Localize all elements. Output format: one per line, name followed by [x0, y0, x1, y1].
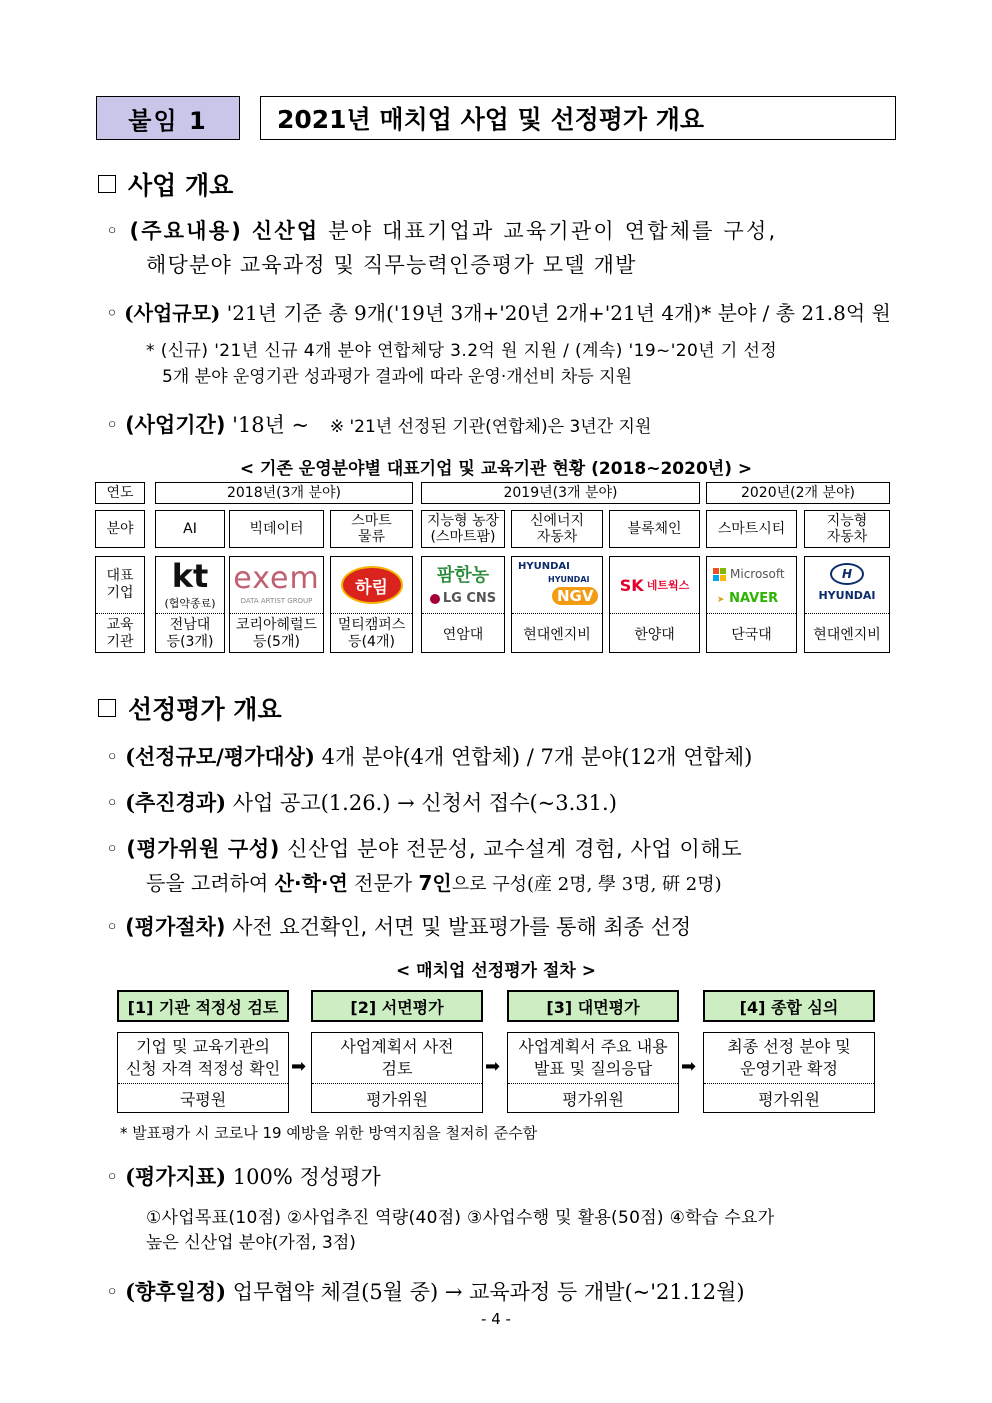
section-title: 사업 개요: [128, 171, 234, 200]
section-evaluation-overview: [98, 690, 282, 726]
document-title: 2021년 매치업 사업 및 선정평가 개요: [260, 96, 896, 140]
cell-smartfarm: [421, 556, 505, 653]
edu-label: 교육 기관: [96, 613, 144, 653]
bullet-main-content: [106, 214, 777, 248]
bullet-label: (사업기간): [125, 413, 226, 437]
cell-blockchain: [609, 556, 700, 653]
bullet-label: (평가위원 구성): [126, 837, 280, 861]
page-number: - 4 -: [481, 1310, 511, 1328]
bullet-label: (평가지표): [125, 1164, 227, 1189]
year-2018: 2018년(3개 분야): [155, 482, 413, 504]
microsoft-logo: [713, 567, 785, 581]
bullet-text: 사업 공고(1.26.) → 신청서 접수(~3.31.): [226, 791, 617, 815]
step-by: 평가위원: [758, 1089, 820, 1109]
bullet-icon: ◦: [106, 915, 119, 939]
arrow-right-icon: ➡: [291, 1056, 307, 1077]
section-business-overview: [98, 166, 233, 202]
field-cell-2: 스마트 물류: [330, 510, 413, 548]
indicator-detail: ①사업목표(10점) ②사업추진 역량(40점) ③사업수행 및 활용(50점) ④학습 수요가: [146, 1208, 775, 1228]
bullet-procedure: [106, 910, 691, 944]
bullet-label: (평가절차): [125, 915, 226, 939]
lg-circle-icon: [430, 594, 440, 604]
bullet-label: (추진경과): [125, 790, 227, 815]
year-2019: 2019년(3개 분야): [421, 482, 700, 504]
procedure-caption: < 매치업 선정평가 절차 >: [396, 961, 596, 981]
step-head-1: [1] 기관 적정성 검토: [117, 990, 289, 1022]
kt-logo: kt: [171, 557, 209, 595]
field-cell-6: 스마트시티: [706, 510, 797, 548]
field-cell-0: AI: [155, 510, 225, 548]
bullet-label: (주요내용): [129, 219, 244, 243]
text-bold2: 7인: [418, 871, 452, 895]
bullet-icon: ◦: [106, 301, 118, 325]
field-cell-3: 지능형 농장 (스마트팜): [421, 510, 505, 548]
lgcns-logo: [422, 591, 504, 606]
microsoft-icon: [713, 568, 726, 581]
bullet-selection-scale: [106, 740, 752, 774]
ngv-logo: NGV: [552, 587, 598, 605]
sk-text: SK: [619, 575, 644, 595]
bullet-text: 신산업 분야 전문성, 교수설계 경험, 사업 이해도: [279, 837, 743, 861]
bullet-icon: ◦: [106, 413, 119, 437]
hyundai-logo: HYUNDAI: [518, 561, 570, 572]
edu-smartcar: 현대엔지비: [805, 613, 889, 653]
cell-logistics: [330, 556, 413, 653]
step-head-4: [4] 종합 심의: [703, 990, 875, 1022]
microsoft-text: Microsoft: [730, 567, 785, 581]
checkbox-square-icon: [98, 699, 116, 717]
step-head-3: [3] 대면평가: [507, 990, 679, 1022]
kt-note: (협약종료): [164, 597, 216, 610]
field-label: 분야: [95, 510, 145, 548]
step-by: 평가위원: [562, 1089, 624, 1109]
bullet-indicators: [106, 1160, 381, 1194]
section-title: 선정평가 개요: [128, 695, 282, 724]
edu-smartcity: 단국대: [707, 613, 796, 653]
text-b: 전문가: [347, 871, 419, 895]
arrow-right-icon: ➡: [681, 1056, 697, 1077]
bullet-business-period: [106, 408, 651, 444]
company-edu-label-cell: [95, 556, 145, 653]
table-caption: < 기존 운영분야별 대표기업 및 교육기관 현황 (2018~2020년) >: [239, 459, 753, 479]
note-new-continuing: * (신규) '21년 신규 4개 분야 연합체당 3.2억 원 지원 / (계속) '19~'20년 기 선정: [146, 341, 778, 361]
field-cell-4: 신에너지 자동차: [511, 510, 603, 548]
field-cell-1: 빅데이터: [229, 510, 324, 548]
cell-bigdata: [229, 556, 324, 653]
year-label: 연도: [95, 482, 145, 504]
indicator-detail-cont: 높은 신산업 분야(가점, 3점): [146, 1233, 356, 1253]
bullet-text: 100% 정성평가: [226, 1165, 381, 1189]
edu-blockchain: 한양대: [610, 613, 699, 653]
field-cell-5: 블록체인: [609, 510, 700, 548]
bullet-icon: ◦: [106, 745, 119, 769]
naver-arrow-icon: ➤: [717, 595, 725, 605]
cell-newenergy: [511, 556, 603, 653]
bullet-icon: ◦: [106, 219, 121, 243]
edu-ai: 전남대 등(3개): [156, 613, 224, 653]
hyundai-h-icon: H: [805, 563, 889, 585]
edu-bigdata: 코리아헤럴드 등(5개): [230, 613, 323, 653]
bullet-icon: ◦: [106, 1165, 119, 1189]
company-label: 대표 기업: [106, 568, 134, 601]
bullet-progress: [106, 786, 617, 820]
year-2020: 2020년(2개 분야): [706, 482, 890, 504]
bullet-icon: ◦: [106, 791, 119, 815]
cell-ai: [155, 556, 225, 653]
bullet-label: (향후일정): [125, 1279, 227, 1304]
bullet-label: (사업규모): [124, 301, 221, 325]
bullet-text: '21년 기준 총 9개('19년 3개+'20년 2개+'21년 4개)* 분야 / 총 21.8억 원: [220, 301, 891, 325]
bullet-committee-cont: [146, 866, 722, 902]
step-desc: 사업계획서 주요 내용 발표 및 질의응답: [508, 1033, 678, 1084]
bullet-text: 업무협약 체결(5월 중) → 교육과정 등 개발(~'21.12월): [226, 1280, 745, 1304]
bullet-text: 사전 요건확인, 서면 및 발표평가를 통해 최종 선정: [225, 915, 692, 939]
bullet-text: 분야 대표기업과 교육기관이 연합체를 구성,: [319, 219, 778, 243]
exem-sub: DATA ARTIST GROUP: [240, 597, 313, 605]
text-c: 으로 구성(産 2명, 學 3명, 硏 2명): [451, 874, 722, 895]
text-a: 등을 고려하여: [146, 871, 275, 895]
bullet-main-content-cont: 해당분야 교육과정 및 직무능력인증평가 모델 개발: [146, 253, 637, 277]
bullet-text: '18년 ~: [225, 413, 310, 437]
farmhannong-logo: 팜한농: [436, 565, 490, 586]
step-desc: 기업 및 교육기관의 신청 자격 적정성 확인: [118, 1033, 288, 1084]
naver-text: NAVER: [729, 591, 779, 606]
bullet-note: ※ '21년 선정된 기관(연합체)은 3년간 지원: [329, 417, 652, 437]
attachment-tag: 붙임 1: [96, 96, 240, 140]
sk-sub: 네트웍스: [646, 579, 690, 592]
arrow-right-icon: ➡: [485, 1056, 501, 1077]
bullet-icon: ◦: [106, 837, 119, 861]
step-by: 국평원: [179, 1089, 227, 1109]
step-desc: 사업계획서 사전 검토: [312, 1033, 482, 1084]
cell-smartcar: [804, 556, 890, 653]
bullet-label: (선정규모/평가대상): [125, 744, 315, 769]
step-box-2: [311, 1032, 483, 1113]
bullet-icon: ◦: [106, 1280, 119, 1304]
hyundai-sub: HYUNDAI: [548, 575, 590, 584]
bullet-text: 4개 분야(4개 연합체) / 7개 분야(12개 연합체): [314, 745, 753, 769]
step-box-3: [507, 1032, 679, 1113]
checkbox-square-icon: [98, 175, 116, 193]
edu-newenergy: 현대엔지비: [512, 613, 602, 653]
step-desc: 최종 선정 분야 및 운영기관 확정: [704, 1033, 874, 1084]
lgcns-text: LG CNS: [442, 591, 497, 606]
exem-logo: exem: [233, 561, 320, 596]
harim-logo: 하림: [341, 566, 403, 604]
bullet-schedule: [106, 1275, 745, 1309]
hyundai2-logo: HYUNDAI: [818, 589, 876, 602]
edu-logistics: 멀티캠퍼스 등(4개): [331, 613, 412, 653]
cell-smartcity: [706, 556, 797, 653]
naver-logo: [717, 591, 778, 606]
step-by: 평가위원: [366, 1089, 428, 1109]
bullet-business-scale: [106, 296, 891, 330]
field-cell-7: 지능형 자동차: [804, 510, 890, 548]
bullet-committee: [106, 832, 742, 866]
step-box-1: [117, 1032, 289, 1113]
sk-logo: [610, 557, 699, 613]
note-new-continuing-cont: 5개 분야 운영기관 성과평가 결과에 따라 운영·개선비 차등 지원: [162, 367, 632, 387]
procedure-note: * 발표평가 시 코로나 19 예방을 위한 방역지침을 철저히 준수함: [120, 1124, 538, 1142]
bullet-bold: 신산업: [251, 219, 320, 243]
text-bold: 산·학·연: [274, 871, 348, 895]
step-box-4: [703, 1032, 875, 1113]
edu-smartfarm: 연암대: [422, 613, 504, 653]
step-head-2: [2] 서면평가: [311, 990, 483, 1022]
